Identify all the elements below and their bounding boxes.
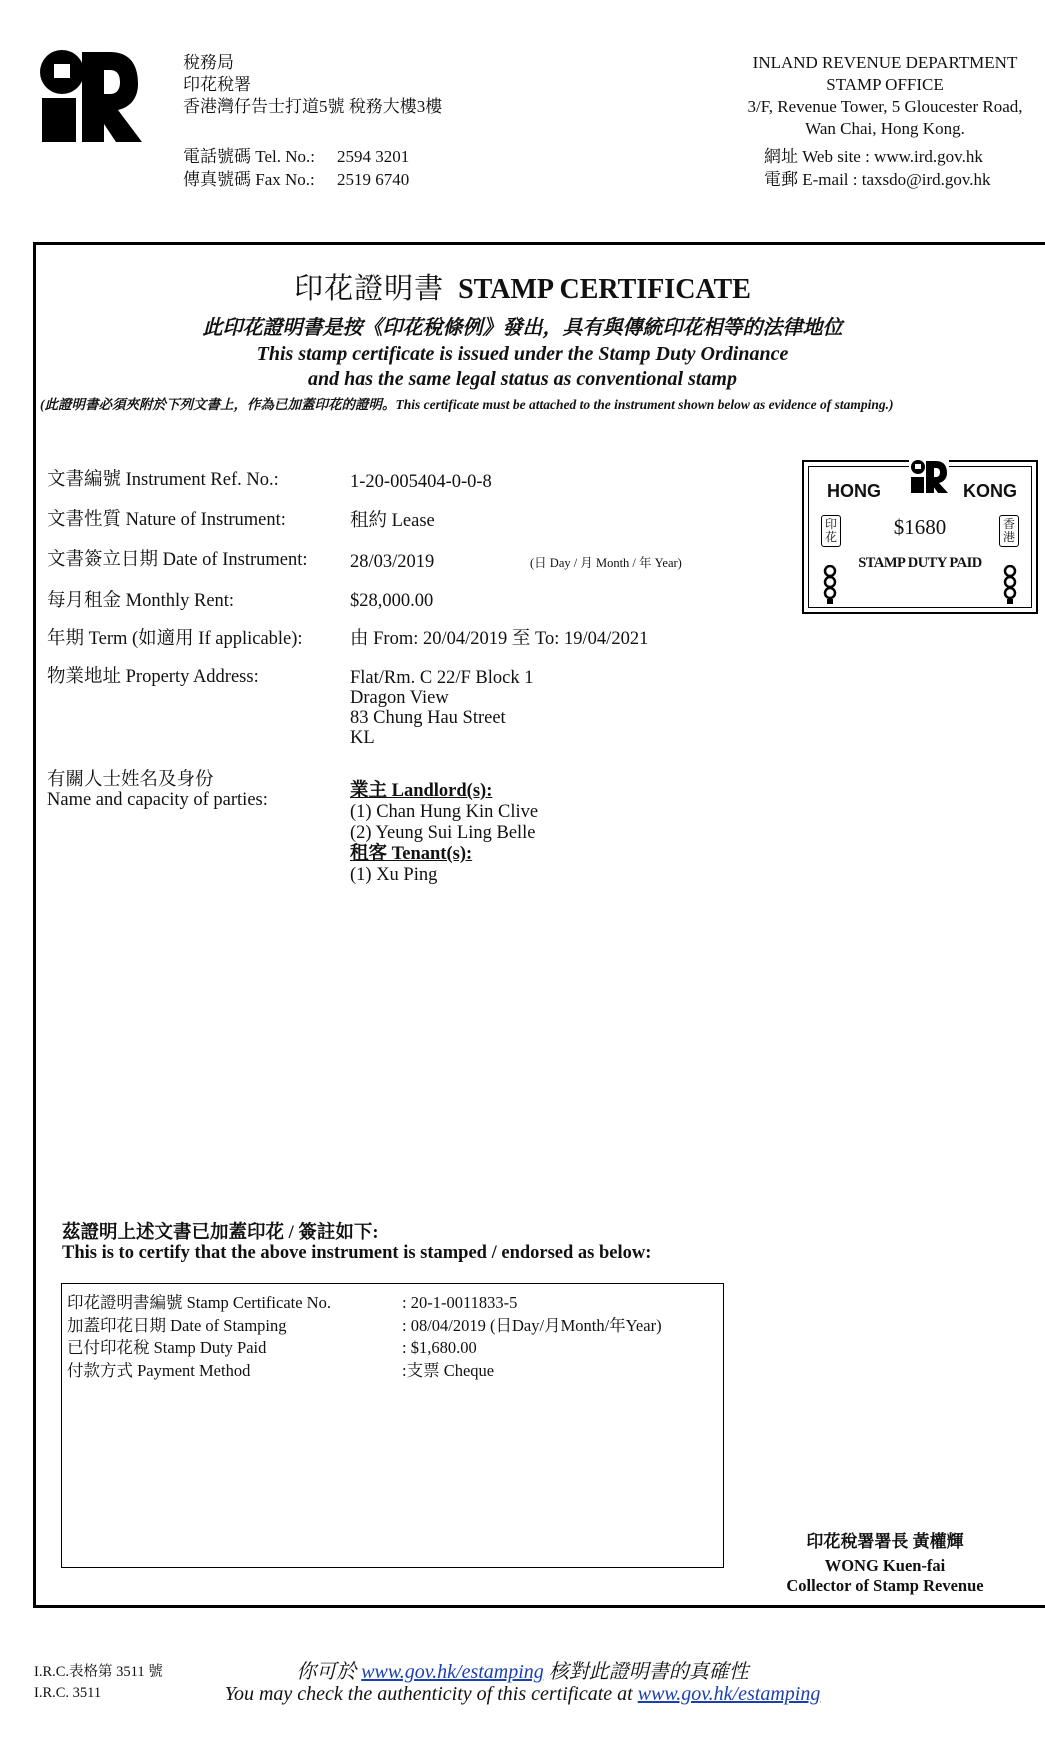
verify-en-pre: You may check the authenticity of this certificate at bbox=[224, 1683, 633, 1705]
landlord-heading: 業主 Landlord(s): bbox=[350, 781, 493, 801]
fax-value: 2519 6740 bbox=[337, 170, 410, 189]
landlord-item: (2) Yeung Sui Ling Belle bbox=[350, 823, 536, 843]
stamp-logo-icon bbox=[909, 459, 949, 495]
ornament-icon bbox=[1003, 565, 1017, 605]
row-label: 已付印花稅 Stamp Duty Paid bbox=[67, 1338, 267, 1357]
ird-logo-icon bbox=[38, 48, 142, 144]
address-line: Flat/Rm. C 22/F Block 1 bbox=[350, 668, 534, 688]
stamp-kong: KONG bbox=[963, 481, 1017, 501]
en-address1: 3/F, Revenue Tower, 5 Gloucester Road, bbox=[747, 97, 1023, 116]
term-label: 年期 Term (如適用 If applicable): bbox=[47, 629, 303, 649]
email: 電郵 E-mail : taxsdo@ird.gov.hk bbox=[764, 170, 991, 189]
stamp-side-right: 香港 bbox=[999, 515, 1019, 547]
rent-value: $28,000.00 bbox=[350, 591, 434, 611]
subtitle-en-2: and has the same legal status as conventional stamp bbox=[308, 368, 737, 390]
verify-line-en bbox=[0, 1683, 1045, 1706]
estamping-link[interactable]: www.gov.hk/estamping bbox=[361, 1661, 544, 1683]
tel-value: 2594 3201 bbox=[337, 147, 410, 166]
property-address bbox=[350, 668, 533, 748]
ref-value: 1-20-005404-0-0-8 bbox=[350, 472, 492, 492]
header-en-block bbox=[735, 52, 1035, 140]
rent-label: 每月租金 Monthly Rent: bbox=[47, 591, 235, 611]
address-line: KL bbox=[350, 728, 375, 748]
term-value: 由 From: 20/04/2019 至 To: 19/04/2021 bbox=[350, 629, 649, 649]
date-label: 文書簽立日期 Date of Instrument: bbox=[47, 550, 308, 570]
title-cn: 印花證明書 bbox=[294, 273, 445, 305]
stamp-paid-label: STAMP DUTY PAID bbox=[858, 555, 982, 571]
parties-label-cn: 有關人士姓名及身份 bbox=[47, 770, 214, 790]
cn-office: 印花稅署 bbox=[183, 75, 251, 94]
parties-label-en: Name and capacity of parties: bbox=[47, 790, 268, 810]
landlord-item: (1) Chan Hung Kin Clive bbox=[350, 802, 539, 822]
tel-label: 電話號碼 Tel. No.: bbox=[183, 147, 315, 166]
date-value: 28/03/2019 bbox=[350, 552, 435, 572]
row-value: : 20-1-0011833-5 bbox=[402, 1293, 518, 1312]
address-label: 物業地址 Property Address: bbox=[47, 667, 259, 687]
collector-title-en: Collector of Stamp Revenue bbox=[786, 1576, 984, 1595]
address-line: 83 Chung Hau Street bbox=[350, 708, 506, 728]
page-title bbox=[0, 266, 1045, 307]
contact-left bbox=[183, 145, 409, 191]
cn-address: 香港灣仔告士打道5號 稅務大樓3樓 bbox=[183, 97, 443, 116]
row-label: 印花證明書編號 Stamp Certificate No. bbox=[67, 1293, 331, 1312]
tenant-heading: 租客 Tenant(s): bbox=[350, 844, 473, 864]
contact-right bbox=[764, 145, 991, 191]
tenant-item: (1) Xu Ping bbox=[350, 865, 438, 885]
en-address2: Wan Chai, Hong Kong. bbox=[805, 119, 965, 138]
date-format-hint: (日 Day / 月 Month / 年 Year) bbox=[530, 556, 682, 570]
nature-value: 租約 Lease bbox=[350, 511, 435, 531]
stamp-side-left: 印花 bbox=[821, 515, 841, 547]
row-value: : $1,680.00 bbox=[402, 1338, 477, 1357]
row-value: : 08/04/2019 (日Day/月Month/年Year) bbox=[402, 1316, 662, 1335]
form-number-cn: I.R.C.表格第 3511 號 bbox=[34, 1664, 163, 1680]
address-line: Dragon View bbox=[350, 688, 449, 708]
row-label: 付款方式 Payment Method bbox=[67, 1361, 251, 1380]
verify-cn-pre: 你可於 bbox=[296, 1661, 357, 1683]
website: 網址 Web site : www.ird.gov.hk bbox=[764, 147, 983, 166]
attach-note: (此證明書必須夾附於下列文書上，作為已加蓋印花的證明。This certificate must be attached to the instrument shown below as evidence of stamping.) bbox=[40, 397, 894, 412]
subtitle-cn: 此印花證明書是按《印花稅條例》發出，具有與傳統印花相等的法律地位 bbox=[202, 317, 843, 339]
subtitle-en-1: This stamp certificate is issued under the Stamp Duty Ordinance bbox=[256, 343, 789, 365]
form-number-en: I.R.C. 3511 bbox=[34, 1685, 102, 1701]
nature-label: 文書性質 Nature of Instrument: bbox=[47, 510, 286, 530]
ornament-icon bbox=[823, 565, 837, 605]
fax-label: 傳真號碼 Fax No.: bbox=[183, 170, 315, 189]
collector-title-cn: 印花稅署署長 黃權輝 bbox=[806, 1532, 964, 1551]
certify-cn: 茲證明上述文書已加蓋印花 / 簽註如下: bbox=[62, 1223, 379, 1243]
verify-cn-post: 核對此證明書的真確性 bbox=[548, 1661, 749, 1683]
title-en: STAMP CERTIFICATE bbox=[458, 274, 751, 305]
collector-name: WONG Kuen-fai bbox=[824, 1556, 946, 1575]
header-cn-block bbox=[183, 52, 442, 118]
en-office: STAMP OFFICE bbox=[826, 75, 944, 94]
row-label: 加蓋印花日期 Date of Stamping bbox=[67, 1316, 287, 1335]
ref-label: 文書編號 Instrument Ref. No.: bbox=[47, 470, 279, 490]
certify-en: This is to certify that the above instrument is stamped / endorsed as below: bbox=[62, 1243, 652, 1263]
verify-line-cn bbox=[0, 1655, 1045, 1684]
cn-dept: 稅務局 bbox=[183, 53, 234, 72]
estamping-link[interactable]: www.gov.hk/estamping bbox=[637, 1683, 821, 1705]
row-value: :支票 Cheque bbox=[402, 1361, 495, 1380]
parties-label bbox=[47, 770, 268, 810]
en-dept: INLAND REVENUE DEPARTMENT bbox=[752, 53, 1018, 72]
parties-list bbox=[350, 781, 538, 886]
stamp-hong: HONG bbox=[827, 481, 881, 501]
stamp-duty-seal bbox=[802, 460, 1038, 614]
stamp-amount: $1680 bbox=[893, 515, 947, 539]
